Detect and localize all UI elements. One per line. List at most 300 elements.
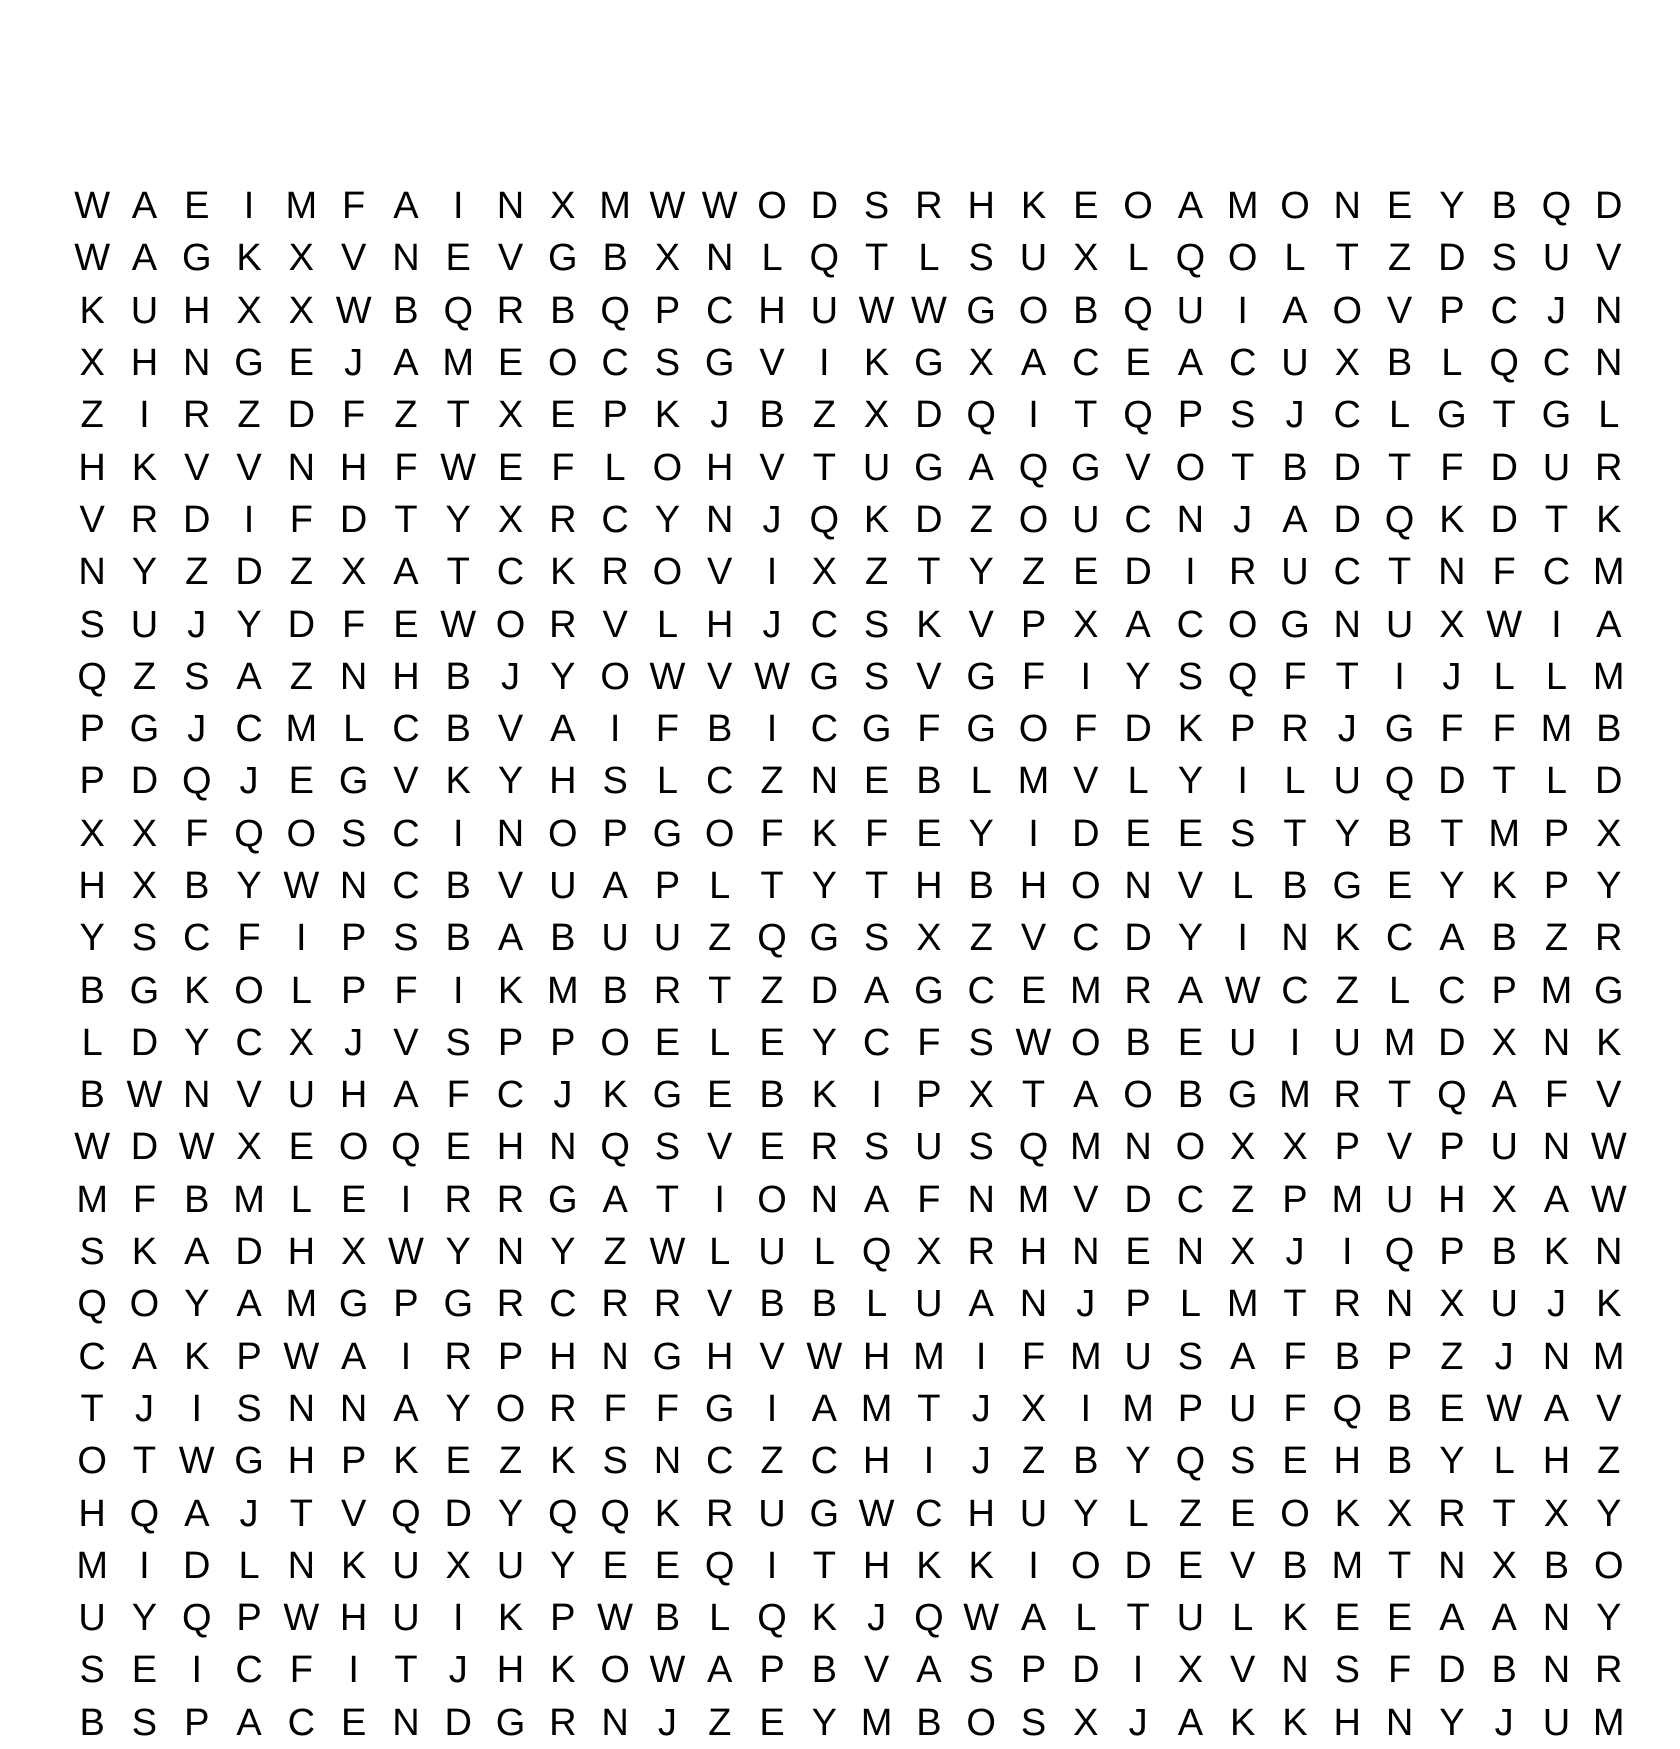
grid-letter: O [495,603,526,646]
grid-letter: T [864,237,889,280]
grid-letter: I [609,708,621,751]
grid-letter: A [1491,1597,1517,1640]
grid-letter: Z [760,969,784,1012]
grid-letter: C [705,1440,734,1483]
grid-letter: K [1491,865,1517,907]
grid-letter: T [394,1649,418,1692]
grid-letter: N [1124,1126,1152,1169]
grid-letter: I [191,1387,203,1430]
grid-letter: Y [968,551,994,594]
grid-letter: K [1230,1701,1256,1744]
grid-letter: I [1394,655,1405,698]
grid-letter: N [1124,865,1152,907]
grid-letter: V [759,1335,785,1378]
grid-letter: E [1125,342,1151,385]
grid-letter: C [810,708,839,751]
grid-letter: I [1028,812,1039,855]
grid-letter: O [757,185,787,228]
grid-letter: U [1124,1335,1152,1378]
grid-letter: F [1021,655,1046,698]
grid-letter: A [811,1387,837,1430]
grid-letter: D [287,394,316,437]
grid-letter: Z [289,655,313,698]
grid-letter: M [1592,1701,1625,1744]
grid-letter: S [1230,394,1256,437]
grid-letter: P [79,760,105,803]
grid-letter: E [1177,1021,1204,1064]
grid-letter: U [496,1544,525,1587]
grid-letter: M [1592,551,1625,594]
grid-letter: F [1544,1074,1569,1117]
grid-row [66,1017,1622,1069]
grid-letter: Z [1387,237,1412,280]
grid-letter: C [915,1492,943,1535]
word-search-grid [66,180,1627,1749]
grid-letter: J [762,498,782,541]
grid-letter: T [1021,1074,1046,1117]
grid-letter: W [1224,969,1261,1012]
grid-letter: D [1438,1021,1466,1064]
grid-letter: S [863,603,890,646]
grid-letter: Y [445,498,471,541]
grid-letter: Q [757,917,787,960]
grid-row [66,546,1625,598]
grid-letter: Q [1384,760,1415,803]
grid-letter: S [79,1231,105,1274]
grid-letter: T [132,1440,157,1483]
grid-letter: F [394,446,418,489]
grid-letter: A [1020,342,1047,385]
grid-letter: Y [1125,655,1151,698]
grid-letter: N [653,1440,682,1483]
grid-letter: X [79,342,105,385]
grid-letter: K [550,1649,576,1692]
grid-letter: E [184,185,210,228]
grid-letter: C [496,1074,525,1117]
grid-row [66,1697,1625,1749]
grid-letter: Q [391,1126,421,1169]
grid-letter: X [288,1021,315,1064]
grid-letter: S [1177,1335,1204,1378]
grid-letter: E [1073,185,1099,228]
grid-letter: M [1017,760,1050,803]
grid-letter: E [1386,1597,1413,1640]
grid-letter: A [393,185,419,228]
grid-letter: V [497,865,524,907]
grid-letter: Q [600,289,630,332]
grid-letter: D [444,1701,472,1744]
grid-letter: X [550,185,576,228]
grid-letter: W [283,1597,320,1640]
grid-letter: I [1551,603,1562,646]
grid-letter: U [1333,760,1361,803]
grid-letter: X [79,812,105,855]
grid-letter: B [550,289,576,332]
grid-letter: L [970,760,992,803]
grid-letter: K [393,1440,419,1483]
grid-letter: S [1334,1649,1360,1692]
grid-letter: C [1124,498,1152,541]
grid-letter: Y [550,1544,576,1587]
grid-letter: X [1230,1231,1256,1274]
grid-letter: K [79,289,105,332]
grid-letter: V [1020,917,1047,960]
grid-letter: M [1488,812,1520,855]
grid-letter: C [549,1283,577,1326]
grid-letter: I [1237,289,1248,332]
grid-row [66,1331,1625,1383]
grid-letter: C [810,603,839,646]
grid-letter: V [393,760,419,803]
grid-letter: Z [1544,917,1569,960]
grid-letter: J [1076,1283,1096,1326]
grid-letter: B [1386,342,1413,385]
grid-letter: F [1283,1335,1307,1378]
grid-letter: O [600,1021,630,1064]
grid-row [66,755,1623,807]
grid-letter: Z [812,394,836,437]
grid-letter: J [1233,498,1253,541]
grid-letter: R [496,289,525,332]
grid-letter: S [1230,812,1256,855]
grid-letter: B [602,969,628,1012]
grid-letter: N [1333,185,1361,228]
grid-letter: H [1019,1231,1048,1274]
grid-letter: H [496,1649,525,1692]
grid-letter: U [758,1231,786,1274]
grid-letter: S [968,237,994,280]
grid-letter: K [916,603,942,646]
grid-letter: M [1592,1335,1625,1378]
grid-letter: V [1596,1074,1622,1117]
grid-letter: X [1073,237,1099,280]
grid-letter: Y [811,1701,837,1744]
grid-letter: R [130,498,159,541]
grid-letter: N [1019,1283,1048,1326]
grid-letter: B [1386,1387,1413,1430]
grid-letter: E [1073,551,1099,594]
grid-letter: Q [704,1544,735,1587]
grid-letter: N [1438,1544,1466,1587]
grid-letter: O [652,446,683,489]
grid-letter: B [1543,1544,1570,1587]
grid-letter: Q [914,1597,944,1640]
grid-letter: U [810,289,839,332]
grid-letter: Q [600,1492,630,1535]
grid-letter: I [1028,1544,1039,1587]
grid-letter: C [1176,1178,1205,1221]
grid-letter: L [238,1544,260,1587]
grid-letter: L [709,1231,731,1274]
grid-letter: L [709,1597,731,1640]
grid-letter: W [1015,1021,1052,1064]
grid-letter: G [234,342,264,385]
grid-letter: O [1018,498,1049,541]
grid-letter: O [1227,237,1258,280]
grid-letter: X [1439,1283,1465,1326]
grid-row [66,1226,1623,1278]
grid-letter: V [759,342,785,385]
grid-letter: I [1289,1021,1301,1064]
grid-letter: B [968,865,994,907]
grid-letter: D [1595,760,1623,803]
grid-letter: Z [1231,1178,1255,1221]
grid-letter: U [1542,446,1571,489]
grid-letter: X [916,1231,942,1274]
grid-letter: V [497,237,524,280]
grid-letter: X [131,865,158,907]
grid-letter: T [1492,760,1516,803]
grid-letter: H [1019,865,1048,907]
grid-letter: A [393,1387,419,1430]
grid-letter: W [74,237,111,280]
grid-letter: C [235,1021,263,1064]
grid-letter: J [187,603,207,646]
grid-letter: G [1384,708,1415,751]
grid-letter: H [287,1231,316,1274]
grid-letter: D [1072,812,1100,855]
grid-letter: Y [79,917,105,960]
grid-letter: W [387,1231,424,1274]
grid-letter: S [863,917,890,960]
grid-letter: S [131,917,158,960]
grid-letter: Y [184,1283,210,1326]
grid-letter: V [759,446,785,489]
grid-row [66,703,1622,755]
grid-letter: S [1020,1701,1047,1744]
grid-letter: J [344,1021,364,1064]
grid-letter: U [392,1544,420,1587]
grid-letter: C [1385,917,1414,960]
grid-letter: D [287,603,316,646]
grid-letter: S [863,655,890,698]
grid-letter: U [1176,1597,1205,1640]
grid-letter: Y [184,1021,210,1064]
grid-letter: B [1386,812,1413,855]
grid-letter: G [1437,394,1467,437]
grid-letter: P [1543,865,1570,907]
grid-letter: B [550,917,576,960]
grid-letter: K [968,1544,994,1587]
grid-letter: G [234,1440,264,1483]
grid-letter: U [653,917,682,960]
grid-letter: O [1123,185,1153,228]
grid-letter: E [759,1701,785,1744]
grid-letter: J [1494,1335,1514,1378]
grid-letter: Y [1596,865,1622,907]
grid-letter: T [446,551,470,594]
grid-letter: N [1595,342,1623,385]
grid-letter: O [286,812,317,855]
grid-letter: W [858,289,895,332]
grid-letter: P [184,1701,210,1744]
grid-letter: E [288,342,315,385]
grid-letter: E [1125,1231,1151,1274]
grid-letter: H [496,1126,525,1169]
grid-letter: C [1072,342,1100,385]
grid-letter: E [1282,1440,1308,1483]
grid-letter: Q [181,760,212,803]
grid-letter: L [1127,237,1149,280]
grid-letter: S [131,1701,158,1744]
grid-letter: G [966,708,996,751]
grid-letter: J [1442,655,1462,698]
grid-letter: M [442,342,475,385]
grid-letter: D [810,969,839,1012]
grid-letter: V [916,655,942,698]
grid-row [66,337,1623,389]
grid-letter: A [550,708,576,751]
grid-letter: M [1069,969,1102,1012]
grid-letter: G [652,1335,683,1378]
grid-letter: A [1230,1335,1256,1378]
grid-letter: M [1122,1387,1154,1430]
grid-letter: L [81,1021,103,1064]
grid-letter: X [236,1126,262,1169]
grid-letter: U [915,1126,943,1169]
grid-letter: U [392,1597,420,1640]
grid-letter: L [709,1021,731,1064]
grid-letter: O [1071,865,1101,907]
grid-letter: S [393,917,419,960]
grid-letter: D [1124,708,1152,751]
grid-letter: A [968,446,994,489]
grid-letter: M [1331,1178,1364,1221]
grid-letter: F [1387,1649,1412,1692]
grid-letter: A [602,865,628,907]
grid-letter: S [863,185,890,228]
grid-letter: Q [548,1492,578,1535]
grid-letter: O [600,655,630,698]
grid-letter: A [1177,969,1204,1012]
grid-letter: T [446,394,470,437]
grid-letter: G [1280,603,1310,646]
grid-letter: I [766,1544,778,1587]
grid-letter: J [657,1701,677,1744]
grid-letter: Q [1437,1074,1467,1117]
grid-letter: Y [1073,1492,1099,1535]
grid-letter: S [184,655,210,698]
grid-letter: B [1334,1335,1360,1378]
grid-letter: W [283,865,320,907]
grid-letter: D [915,498,943,541]
grid-letter: P [654,865,681,907]
grid-letter: L [1545,655,1568,698]
grid-letter: D [1124,917,1152,960]
grid-letter: S [445,1021,471,1064]
grid-letter: N [1385,1701,1414,1744]
grid-letter: A [184,1231,210,1274]
grid-letter: T [394,498,418,541]
grid-letter: J [867,1597,887,1640]
grid-letter: F [342,185,366,228]
grid-letter: L [343,708,365,751]
grid-letter: B [1073,289,1099,332]
grid-letter: U [1176,289,1205,332]
grid-letter: J [1494,1701,1514,1744]
grid-letter: T [708,969,732,1012]
grid-letter: S [79,603,105,646]
grid-letter: Y [1177,760,1204,803]
grid-letter: P [550,1021,576,1064]
grid-letter: U [549,865,577,907]
grid-letter: M [285,1283,318,1326]
grid-letter: C [1333,551,1361,594]
grid-letter: J [134,1387,154,1430]
grid-letter: W [806,1335,843,1378]
grid-letter: R [496,1283,525,1326]
grid-letter: F [760,812,784,855]
grid-letter: L [813,1231,835,1274]
grid-letter: I [1185,551,1196,594]
grid-letter: E [1386,865,1413,907]
grid-letter: V [340,1492,367,1535]
grid-letter: G [809,1492,840,1535]
grid-letter: B [79,1074,105,1117]
grid-letter: N [1385,1283,1414,1326]
grid-letter: I [452,969,464,1012]
grid-letter: X [968,1074,994,1117]
grid-letter: A [1177,342,1204,385]
grid-letter: R [1228,551,1257,594]
grid-letter: K [1020,185,1047,228]
grid-letter: U [78,1597,106,1640]
grid-letter: C [287,1701,316,1744]
grid-letter: D [1490,446,1518,489]
grid-letter: N [339,865,368,907]
grid-letter: M [76,1178,108,1221]
grid-letter: B [184,865,210,907]
grid-letter: X [497,394,524,437]
grid-letter: J [971,1440,991,1483]
grid-row [66,441,1623,493]
grid-letter: V [79,498,105,541]
grid-letter: A [131,237,158,280]
grid-letter: N [78,551,106,594]
grid-letter: E [1386,185,1413,228]
grid-letter: P [1439,289,1465,332]
grid-letter: A [1020,1597,1047,1640]
grid-letter: E [288,1126,315,1169]
grid-letter: N [496,185,525,228]
grid-letter: B [79,1701,105,1744]
grid-letter: N [339,1387,368,1430]
grid-letter: K [497,1597,524,1640]
grid-letter: Y [1596,1492,1622,1535]
grid-letter: C [392,865,420,907]
grid-letter: D [444,1492,472,1535]
grid-letter: U [1019,237,1048,280]
grid-letter: T [80,1387,104,1430]
grid-letter: E [340,1701,367,1744]
grid-letter: C [183,917,211,960]
grid-letter: D [1124,1544,1152,1587]
grid-letter: N [392,237,420,280]
grid-letter: G [914,342,944,385]
grid-letter: F [917,1021,941,1064]
grid-letter: P [602,394,628,437]
grid-letter: P [340,1440,367,1483]
grid-letter: A [497,917,524,960]
grid-letter: W [1590,1126,1627,1169]
grid-letter: F [655,708,680,751]
grid-letter: E [1125,812,1151,855]
grid-letter: O [600,1649,630,1692]
grid-letter: Z [1335,969,1359,1012]
grid-letter: F [185,812,209,855]
grid-letter: N [287,1387,316,1430]
grid-letter: G [861,708,892,751]
